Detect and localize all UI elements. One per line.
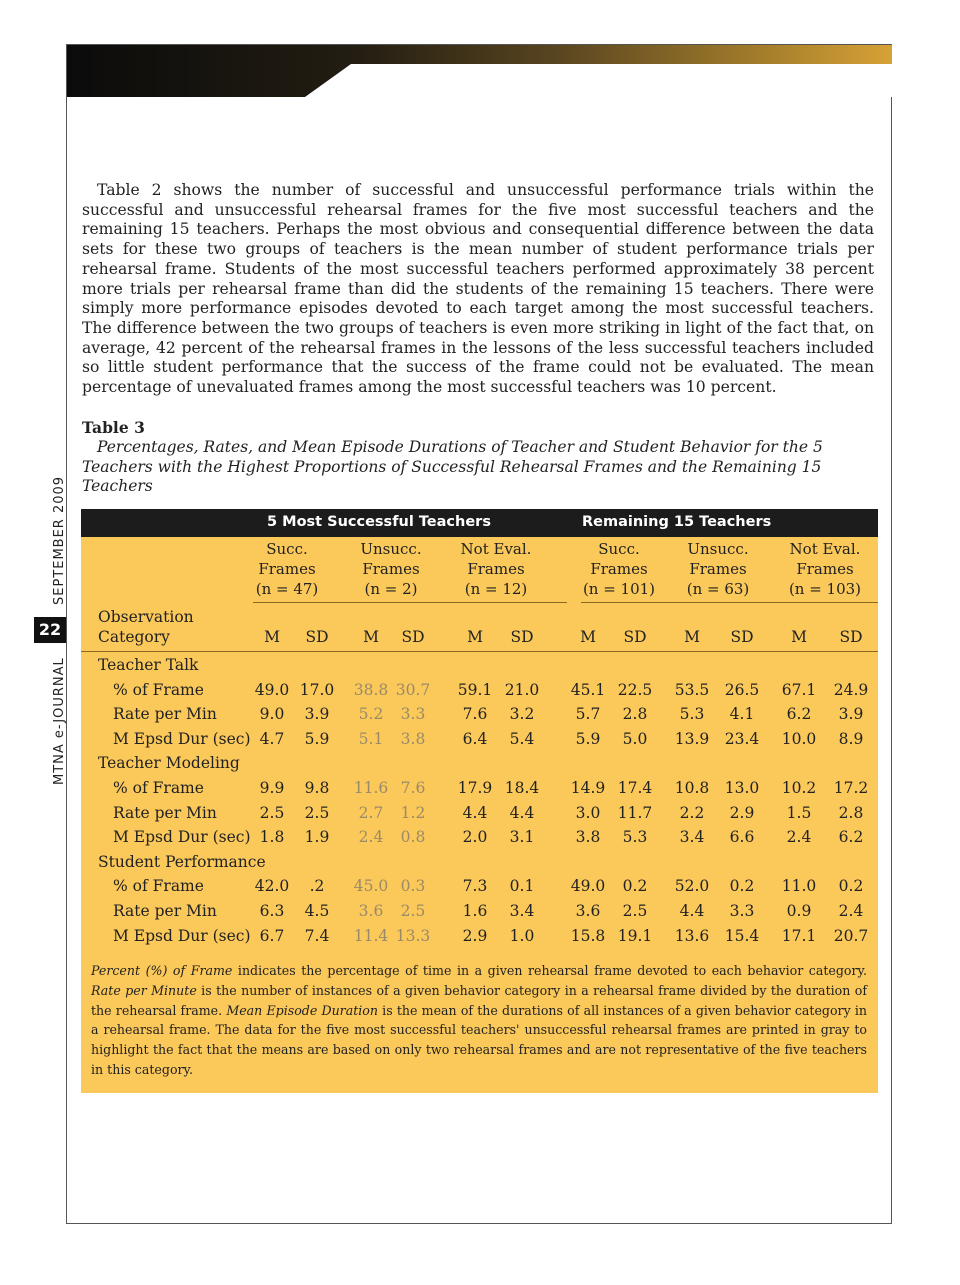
rule-group-2 (581, 602, 878, 603)
col-header: Not Eval. Frames (n = 12) (460, 540, 532, 598)
col-header: Unsucc. Frames (n = 2) (360, 540, 422, 598)
col-m-label: M (264, 628, 280, 646)
table-cell: 1.5 (786, 803, 812, 822)
table-cell: 6.6 (729, 828, 755, 847)
table-cell: 5.9 (575, 729, 601, 748)
table-cell: 45.1 (570, 680, 606, 699)
table-cell: 7.3 (462, 877, 488, 896)
col-sd-label: SD (623, 628, 647, 646)
table-cell: 11.6 (353, 779, 389, 797)
table-cell: 1.0 (509, 926, 535, 945)
table-cell: 15.8 (570, 926, 606, 945)
table-cell: .2 (309, 877, 325, 896)
table-cell: 52.0 (674, 877, 710, 896)
group-header-most-successful: 5 Most Successful Teachers (267, 514, 491, 530)
table-cell: 45.0 (353, 877, 389, 896)
table-cell: 5.3 (622, 828, 648, 847)
table-cell: 9.8 (304, 779, 330, 797)
col-m-label: M (467, 628, 483, 646)
col-sd-label: SD (510, 628, 534, 646)
rule-group-1 (253, 602, 567, 603)
table-cell: 0.9 (786, 902, 812, 920)
table-cell: 2.5 (622, 902, 648, 920)
table-cell: 53.5 (674, 680, 710, 699)
table-cell: 9.9 (259, 779, 285, 797)
table-cell: 2.4 (358, 828, 384, 847)
table-cell: 2.4 (786, 828, 812, 847)
table-cell: 17.1 (781, 926, 817, 945)
category-label: Student Performance (98, 852, 266, 871)
table-cell: 3.0 (575, 803, 601, 822)
col-m-label: M (684, 628, 700, 646)
col-m-label: M (580, 628, 596, 646)
table-cell: 0.2 (838, 877, 864, 896)
table-cell: 7.6 (462, 705, 488, 724)
table-cell: 17.0 (299, 680, 335, 699)
row-label: Rate per Min (113, 705, 217, 724)
table-cell: 5.3 (679, 705, 705, 724)
table-cell: 2.5 (259, 803, 285, 822)
table-cell: 0.8 (400, 828, 426, 847)
col-sd-label: SD (305, 628, 329, 646)
table-cell: 3.8 (575, 828, 601, 847)
table-cell: 42.0 (254, 877, 290, 896)
table-cell: 18.4 (504, 779, 540, 797)
row-label: M Epsd Dur (sec) (113, 729, 251, 748)
table-cell: 20.7 (833, 926, 869, 945)
table-cell: 2.2 (679, 803, 705, 822)
table-cell: 1.2 (400, 803, 426, 822)
table-cell: 10.0 (781, 729, 817, 748)
table-cell: 5.0 (622, 729, 648, 748)
table-cell: 3.3 (729, 902, 755, 920)
table-cell: 6.2 (786, 705, 812, 724)
table-header-bar (81, 509, 878, 537)
table-cell: 1.6 (462, 902, 488, 920)
category-label: Teacher Modeling (98, 754, 240, 773)
table-cell: 3.4 (509, 902, 535, 920)
col-header: Unsucc. Frames (n = 63) (686, 540, 750, 598)
table-cell: 2.4 (838, 902, 864, 920)
row-label: M Epsd Dur (sec) (113, 926, 251, 945)
body-text (82, 181, 874, 398)
table-cell: 67.1 (781, 680, 817, 699)
table-cell: 3.6 (358, 902, 384, 920)
table-cell: 4.4 (462, 803, 488, 822)
table-cell: 17.4 (617, 779, 653, 797)
col-header: Succ. Frames (n = 101) (582, 540, 656, 598)
table-cell: 2.5 (304, 803, 330, 822)
col-header: Not Eval. Frames (n = 103) (788, 540, 862, 598)
table-cell: 4.5 (304, 902, 330, 920)
table-cell: 24.9 (833, 680, 869, 699)
group-header-remaining: Remaining 15 Teachers (582, 514, 772, 530)
col-m-label: M (791, 628, 807, 646)
table-cell: 23.4 (724, 729, 760, 748)
table-cell: 6.4 (462, 729, 488, 748)
data-table (81, 509, 878, 1093)
table-cell: 4.7 (259, 729, 285, 748)
table-cell: 5.4 (509, 729, 535, 748)
table-cell: 2.5 (400, 902, 426, 920)
col-sd-label: SD (730, 628, 754, 646)
page-number: 22 (34, 617, 66, 643)
sidebar-journal-title: MTNA e-JOURNAL (52, 657, 67, 785)
table-cell: 11.4 (353, 926, 389, 945)
table-cell: 5.9 (304, 729, 330, 748)
table-cell: 59.1 (457, 680, 493, 699)
rule-header-bottom (81, 651, 878, 652)
table-cell: 38.8 (353, 680, 389, 699)
table-cell: 3.4 (679, 828, 705, 847)
table-cell: 0.2 (622, 877, 648, 896)
table-cell: 11.7 (617, 803, 653, 822)
table-cell: 15.4 (724, 926, 760, 945)
col-sd-label: SD (839, 628, 863, 646)
table-cell: 21.0 (504, 680, 540, 699)
table-cell: 49.0 (254, 680, 290, 699)
col-m-label: M (363, 628, 379, 646)
table-cell: 17.9 (457, 779, 493, 797)
table-cell: 10.2 (781, 779, 817, 797)
obs-category-label: Category (98, 628, 170, 646)
table-cell: 3.6 (575, 902, 601, 920)
table-cell: 4.4 (509, 803, 535, 822)
table-cell: 4.4 (679, 902, 705, 920)
table-cell: 2.8 (622, 705, 648, 724)
table-cell: 3.2 (509, 705, 535, 724)
table-cell: 2.7 (358, 803, 384, 822)
table-cell: 6.7 (259, 926, 285, 945)
table-cell: 2.8 (838, 803, 864, 822)
table-cell: 2.9 (729, 803, 755, 822)
col-sd-label: SD (401, 628, 425, 646)
table-cell: 13.6 (674, 926, 710, 945)
table-cell: 5.7 (575, 705, 601, 724)
table-cell: 11.0 (781, 877, 817, 896)
table-cell: 13.9 (674, 729, 710, 748)
table-cell: 6.3 (259, 902, 285, 920)
body-paragraph: Table 2 shows the number of successful and unsuccessful performance trials within the successful and unsuccessful rehearsal frames for the five most successful teachers and the remaining 15 teachers. Perhaps the most obvious and consequential difference between the data sets for these two groups of teachers is the mean number of student performance trials per rehearsal frame. Students of the most successful teachers performed approximately 38 percent more trials per rehearsal frame than did the students of the remaining 15 teachers. There were simply more performance episodes devoted to each target among the most successful teachers. The difference between the two groups of teachers is even more striking in light of the fact that, on average, 42 percent of the rehearsal frames in the lessons of the less successful teachers included so little student performance that the success of the frame could not be evaluated. The mean percentage of unevaluated frames among the most successful teachers was 10 percent. (82, 181, 874, 397)
obs-category-label: Observation (98, 608, 194, 626)
table-cell: 3.3 (400, 705, 426, 724)
table-cell: 30.7 (395, 680, 431, 699)
table-cell: 7.4 (304, 926, 330, 945)
table-cell: 10.8 (674, 779, 710, 797)
table-cell: 3.9 (304, 705, 330, 724)
table-note: Percent (%) of Frame indicates the percentage of time in a given rehearsal frame devoted to each behavior category. Rate per Minute is the number of instances of a given behavior category in a rehearsal frame divided by the duration of the rehearsal frame. Mean Episode Duration is the mean of the durations of all instances of a given behavior category in a rehearsal frame. The data for the five most successful teachers' unsuccessful rehearsal frames are printed in gray to highlight the fact that the means are based on only two rehearsal frames and are not representative of the five teachers in this category. (91, 963, 867, 1077)
col-header: Succ. Frames (n = 47) (255, 540, 319, 598)
table-cell: 0.2 (729, 877, 755, 896)
table-cell: 8.9 (838, 729, 864, 748)
table-cell: 5.2 (358, 705, 384, 724)
table-cell: 2.9 (462, 926, 488, 945)
banner-notch (67, 64, 892, 97)
table-caption: Percentages, Rates, and Mean Episode Durations of Teacher and Student Behavior for the 5 Teachers with the Highest Proportions of Successful Rehearsal Frames and the Remaining 15 Teachers (82, 438, 823, 496)
row-label: Rate per Min (113, 803, 217, 822)
table-cell: 0.1 (509, 877, 535, 896)
table-cell: 1.8 (259, 828, 285, 847)
table-cell: 13.0 (724, 779, 760, 797)
table-cell: 3.1 (509, 828, 535, 847)
table-cell: 26.5 (724, 680, 760, 699)
row-label: % of Frame (113, 680, 204, 699)
table-cell: 4.1 (729, 705, 755, 724)
table-cell: 1.9 (304, 828, 330, 847)
table-cell: 19.1 (617, 926, 653, 945)
row-label: Rate per Min (113, 902, 217, 920)
table-cell: 0.3 (400, 877, 426, 896)
table-cell: 6.2 (838, 828, 864, 847)
row-label: % of Frame (113, 779, 204, 797)
table-cell: 49.0 (570, 877, 606, 896)
table-cell: 13.3 (395, 926, 431, 945)
sidebar-date: SEPTEMBER 2009 (52, 475, 67, 605)
table-cell: 5.1 (358, 729, 384, 748)
table-cell: 3.9 (838, 705, 864, 724)
table-label: Table 3 (82, 418, 145, 437)
table-cell: 3.8 (400, 729, 426, 748)
table-cell: 17.2 (833, 779, 869, 797)
table-cell: 7.6 (400, 779, 426, 797)
table-cell: 9.0 (259, 705, 285, 724)
table-cell: 22.5 (617, 680, 653, 699)
table-cell: 14.9 (570, 779, 606, 797)
category-label: Teacher Talk (98, 656, 199, 674)
table-cell: 2.0 (462, 828, 488, 847)
row-label: % of Frame (113, 877, 204, 896)
row-label: M Epsd Dur (sec) (113, 828, 251, 847)
